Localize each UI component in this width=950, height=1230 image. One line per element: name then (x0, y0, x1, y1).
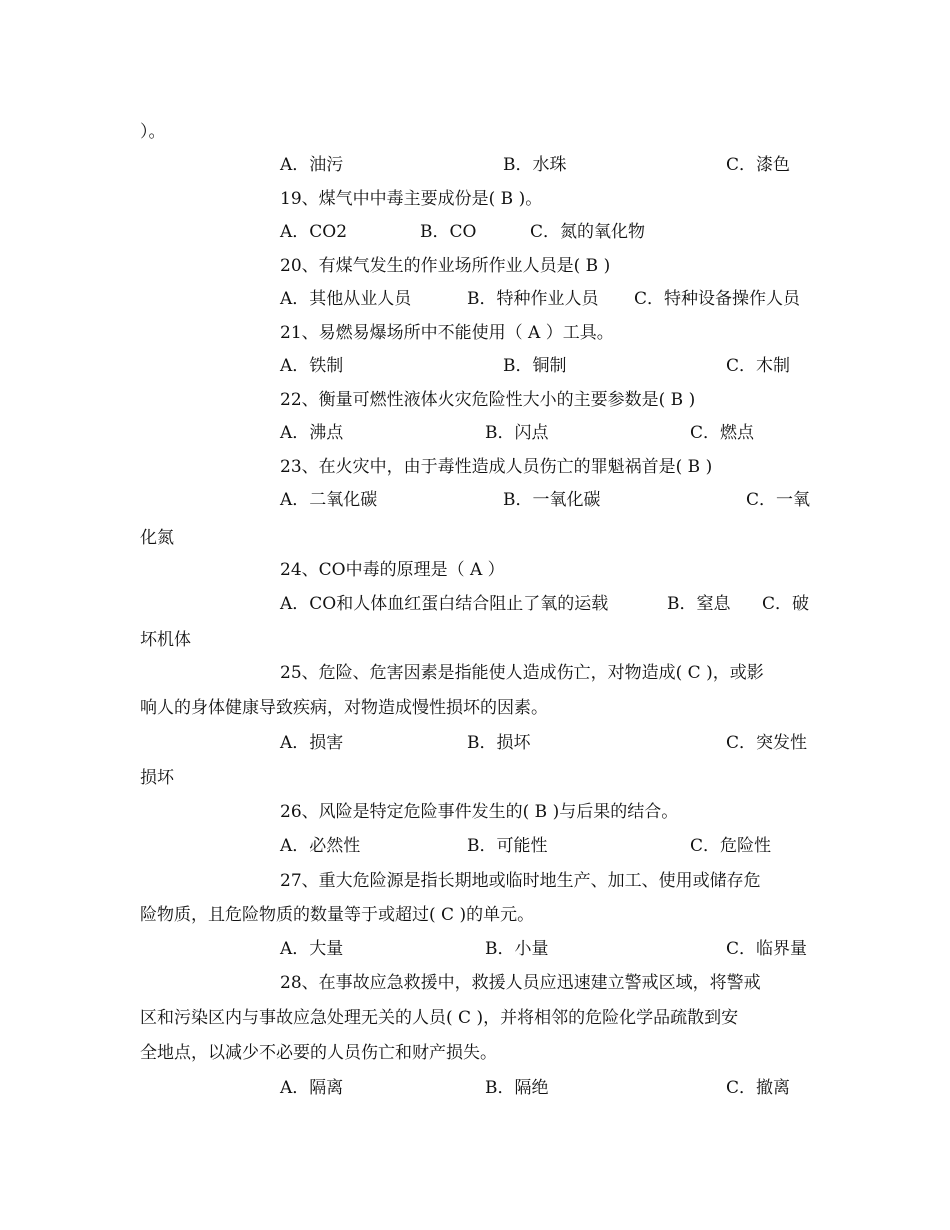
text-line-continuation: 化氮 (140, 528, 174, 548)
question-28-cont: 区和污染区内与事故应急处理无关的人员( C )，并将相邻的危险化学品疏散到安 (140, 1008, 739, 1028)
option-a: A．CO2 (280, 222, 348, 242)
question-25: 25、危险、危害因素是指能使人造成伤亡，对物造成( C )，或影 (280, 663, 764, 683)
question-23: 23、在火灾中，由于毒性造成人员伤亡的罪魁祸首是( B ) (280, 457, 713, 477)
option-a: A．油污 (280, 155, 344, 175)
option-b: B．铜制 (503, 356, 567, 376)
text-line-continuation: 损坏 (140, 768, 174, 788)
option-b: B．窒息 (667, 594, 731, 614)
option-b: B．特种作业人员 (467, 289, 599, 309)
question-19: 19、煤气中中毒主要成份是( B )。 (280, 189, 543, 209)
question-26: 26、风险是特定危险事件发生的( B )与后果的结合。 (280, 802, 679, 822)
question-25-cont: 响人的身体健康导致疾病，对物造成慢性损坏的因素。 (140, 698, 548, 718)
option-a: A．大量 (280, 939, 344, 959)
text-line: ）。 (140, 122, 166, 142)
option-a: A．隔离 (280, 1078, 344, 1098)
option-a: A．损害 (280, 733, 344, 753)
option-b: B．小量 (485, 939, 549, 959)
option-b: B．CO (420, 222, 477, 242)
option-c: C．燃点 (690, 423, 755, 443)
question-27: 27、重大危险源是指长期地或临时地生产、加工、使用或储存危 (280, 871, 761, 891)
question-24: 24、CO中毒的原理是（ A ） (280, 560, 505, 580)
option-c: C．危险性 (690, 836, 772, 856)
option-b: B．隔绝 (485, 1078, 549, 1098)
option-c: C．木制 (726, 356, 791, 376)
option-a: A．其他从业人员 (280, 289, 412, 309)
option-c: C．突发性 (726, 733, 808, 753)
option-c: C．临界量 (726, 939, 808, 959)
option-c: C．漆色 (726, 155, 791, 175)
option-b: B．可能性 (467, 836, 548, 856)
question-21: 21、易燃易爆场所中不能使用（ A ）工具。 (280, 323, 614, 343)
option-c: C．特种设备操作人员 (634, 289, 801, 309)
option-b: B．水珠 (503, 155, 567, 175)
text-line-continuation: 坏机体 (140, 630, 191, 650)
option-a: A．必然性 (280, 836, 361, 856)
option-a: A．沸点 (280, 423, 344, 443)
option-b: B．一氧化碳 (503, 490, 601, 510)
question-22: 22、衡量可燃性液体火灾危险性大小的主要参数是( B ) (280, 390, 696, 410)
option-c: C．破 (762, 594, 810, 614)
option-c: C．氮的氧化物 (530, 222, 646, 242)
question-27-cont: 险物质，且危险物质的数量等于或超过( C )的单元。 (140, 905, 535, 925)
question-28-cont: 全地点，以减少不必要的人员伤亡和财产损失。 (140, 1043, 497, 1063)
question-28: 28、在事故应急救援中，救援人员应迅速建立警戒区域，将警戒 (280, 973, 761, 993)
option-b: B．损坏 (467, 733, 531, 753)
question-20: 20、有煤气发生的作业场所作业人员是( B ) (280, 256, 611, 276)
option-a: A．CO和人体血红蛋白结合阻止了氧的运载 (280, 594, 609, 614)
option-c: C．撤离 (726, 1078, 791, 1098)
option-b: B．闪点 (485, 423, 549, 443)
option-a: A．二氧化碳 (280, 490, 378, 510)
option-a: A．铁制 (280, 356, 344, 376)
option-c: C．一氧 (746, 490, 811, 510)
